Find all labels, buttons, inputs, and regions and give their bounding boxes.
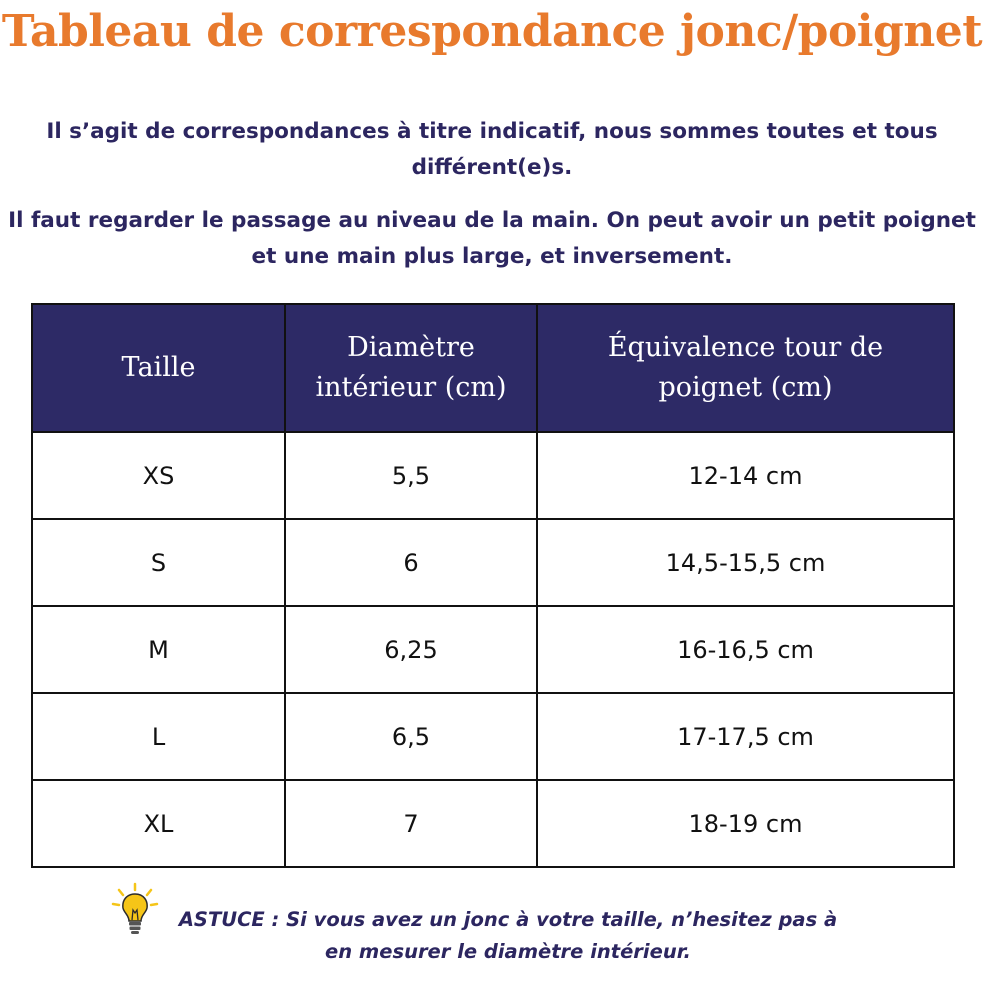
tip-text xyxy=(148,904,868,968)
table-row xyxy=(32,606,954,693)
intro-paragraph-2-line-1: Il faut regarder le passage au niveau de la main. On peut avoir un petit poignet xyxy=(8,208,976,233)
cell-diameter: 7 xyxy=(285,780,537,867)
table-row xyxy=(32,780,954,867)
table-row xyxy=(32,519,954,606)
cell-diameter: 6 xyxy=(285,519,537,606)
header-size-label: Taille xyxy=(121,352,196,383)
cell-diameter: 6,25 xyxy=(285,606,537,693)
intro-paragraph-2 xyxy=(0,203,984,275)
tip-line-2: en mesurer le diamètre intérieur. xyxy=(325,940,691,963)
header-inner-diameter-line-2: intérieur (cm) xyxy=(315,372,507,403)
intro-paragraph-2-line-2: et une main plus large, et inversement. xyxy=(251,244,733,269)
cell-size: M xyxy=(32,606,285,693)
header-wrist-equivalence xyxy=(537,304,954,432)
cell-diameter: 6,5 xyxy=(285,693,537,780)
cell-wrist: 12-14 cm xyxy=(537,432,954,519)
intro-paragraph-1-line-1: Il s’agit de correspondances à titre indicatif, nous sommes toutes et tous xyxy=(46,119,938,144)
tip-line-1: ASTUCE : Si vous avez un jonc à votre taille, n’hesitez pas à xyxy=(178,908,838,931)
intro-paragraph-1-line-2: différent(e)s. xyxy=(411,155,573,180)
intro-paragraph-1 xyxy=(0,114,984,186)
cell-wrist: 17-17,5 cm xyxy=(537,693,954,780)
cell-size: XL xyxy=(32,780,285,867)
cell-wrist: 14,5-15,5 cm xyxy=(537,519,954,606)
cell-wrist: 16-16,5 cm xyxy=(537,606,954,693)
tip-box xyxy=(108,878,868,968)
cell-size: L xyxy=(32,693,285,780)
header-wrist-equivalence-line-2: poignet (cm) xyxy=(658,372,833,403)
cell-diameter: 5,5 xyxy=(285,432,537,519)
cell-size: S xyxy=(32,519,285,606)
header-inner-diameter-line-1: Diamètre xyxy=(347,332,475,363)
page-title: Tableau de correspondance jonc/poignet xyxy=(1,6,983,57)
cell-size: XS xyxy=(32,432,285,519)
table-row xyxy=(32,432,954,519)
header-inner-diameter xyxy=(285,304,537,432)
header-wrist-equivalence-line-1: Équivalence tour de xyxy=(607,332,884,363)
header-size xyxy=(32,304,285,432)
size-table xyxy=(31,303,955,868)
table-header-row xyxy=(32,304,954,432)
cell-wrist: 18-19 cm xyxy=(537,780,954,867)
table-row xyxy=(32,693,954,780)
